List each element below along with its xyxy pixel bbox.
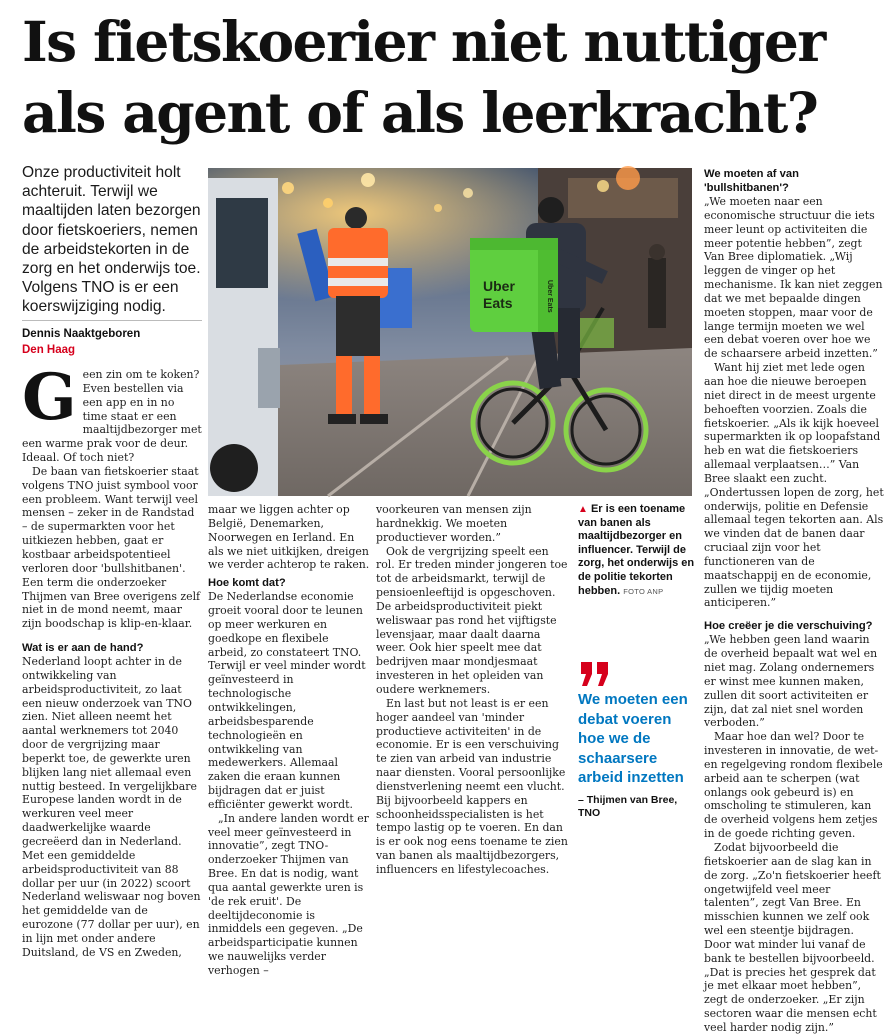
author-name: Dennis Naaktgeboren bbox=[22, 328, 141, 340]
headline-line-1: Is fietskoerier niet nuttiger bbox=[22, 9, 825, 74]
bag-side-logo: Uber Eats bbox=[546, 280, 553, 313]
paragraph: maar we liggen achter op België, Denemarken, Noorwegen en Ierland. En als we niet uitkijken, dreigen we verder achterop te raken. bbox=[208, 503, 370, 572]
paragraph: „We hebben geen land waarin de overheid bepaalt wat wel en niet mag. Zolang ondernemers er winst mee kunnen maken, zullen dit soort activiteiten er zijn, dat zal niet snel worden verboden.” bbox=[704, 633, 878, 730]
subheading: Wat is er aan de hand? bbox=[22, 642, 144, 655]
paragraph: De baan van fietskoerier staat volgens TNO juist symbool voor een probleem. Want terwijl veel mensen – zeker in de Randstad – de supermarkten voor het uitkiezen hebben, gaat er kostbaar arbeidspotentieel verloren door 'bullshitbanen'. Een term die onderzoeker Thijmen van Bree overigens zelf niet in de mond neemt, maar zijn boodschap is klip-en-klaar. bbox=[22, 464, 201, 631]
paragraph: „In andere landen wordt er veel meer geïnvesteerd in innovatie”, zegt TNO-onderzoeker Thijmen van Bree. En dat is nodig, want qua aantal gewerkte uren is 'de rek eruit'. De deeltijdeconomie is inmiddels een gegeven. „De arbeidsparticipatie kunnen we nauwelijks verder verhogen – bbox=[208, 811, 369, 977]
article-photo bbox=[208, 168, 692, 496]
quote-mark-icon bbox=[578, 656, 612, 690]
drop-cap: G bbox=[22, 360, 77, 435]
article-column-3 bbox=[376, 503, 569, 877]
caption-triangle-icon: ▲ bbox=[578, 504, 588, 515]
caption-text: Er is een toename van banen als maaltijdbezorger en influencer. Terwijl de zorg, het onderwijs en de politie tekorten hebben. bbox=[578, 503, 695, 597]
subheading: Hoe creëer je die verschuiving? bbox=[704, 620, 873, 633]
paragraph: Nederland loopt achter in de ontwikkeling van arbeidsproductiviteit, zo laat een nieuw onderzoek van TNO zien. Niet alleen neemt het aantal werknemers tot 2040 door de vergrijzing maar beperkt toe, de gewerkte uren blijken lang niet allemaal even nuttig besteed. In vergelijkbare Europese landen wordt in de werkuren veel meer daadwerkelijke waarde gecreëerd dan in Nederland. Met een gemiddelde arbeidsproductiviteit van 88 dollar per uur (in 2022) scoort Nederland weliswaar nog boven het gemiddelde van de eurozone (77 dollar per uur), en in lijn met onder andere Duitsland, de VS en Zweden, bbox=[22, 655, 201, 959]
paragraph: Ook de vergrijzing speelt een rol. Er treden minder jongeren toe tot de arbeidsmarkt, terwijl de pensioenleeftijd is opgeschoven. De arbeidsproductiviteit piekt weliswaar pas rond het vijftigste levensjaar, maar daalt daarna weer. Ook hier speelt mee dat bedrijven maar mondjesmaat investeren in het opleiden van oudere werknemers. bbox=[376, 544, 568, 696]
paragraph: Want hij ziet met lede ogen aan hoe die nieuwe beroepen niet direct in de meest urgente behoeften voorzien. Zoals die fietskoerier. „Als ik kijk hoeveel supermarkten ik op loopafstand heb en wat die fietskoeriers allemaal verplaatsen…” Van Bree slaakt een zucht. „Ondertussen lopen de zorg, het onderwijs, politie en Defensie allemaal tegen tekorten aan. Als we vinden dat de banen daar cruciaal zijn voor het functioneren van de maatschappij en de economie, zullen we tijdig moeten anticiperen.” bbox=[704, 361, 884, 610]
paragraph: En last but not least is er een hoger aandeel van 'minder productieve activiteiten' in de economie. Er is een verschuiving te zien van arbeid van industrie naar diensten. Vooral persoonlijke dienstverlening neemt een vlucht. Bij bijvoorbeeld kappers en schoonheidsspecialisten is het tempo lastig op te voeren. En dan is er ook nog eens toename te zien van banen als maaltijdbezorgers, influencers en lifestylecoaches. bbox=[376, 696, 568, 876]
photo-credit: FOTO ANP bbox=[623, 586, 664, 596]
article-column-4 bbox=[704, 167, 884, 1035]
paragraph: „We moeten naar een economische structuur die iets meer leunt op activiteiten die meer potentie hebben”, zegt Van Bree diplomatiek. „Wij leggen de vinger op het mechanisme. Ik kan niet zeggen dat we met bepaalde dingen moeten stoppen, maar voor de lange termijn moeten we wel een debat voeren over hoe we de schaarsere arbeid inzetten.” bbox=[704, 195, 883, 361]
paragraph: een zin om te koken? Even bestellen via een app en in no time staat er een maaltijdbezorger met een warme prak voor de deur. Ideaal. Of toch niet? bbox=[22, 368, 202, 465]
paragraph: De Nederlandse economie groeit vooral door te leunen op meer werkuren en goedkope en flexibele arbeid, zo constateert TNO. Terwijl er veel minder wordt geïnvesteerd in technologische ontwikkelingen, arbeidsbesparende technologieën en ontwikkeling van medewerkers. Allemaal zaken die eraan kunnen bijdragen dat er juist efficiënter gewerkt wordt. bbox=[208, 590, 366, 811]
headline bbox=[22, 6, 882, 148]
byline-divider bbox=[22, 320, 202, 321]
paragraph: voorkeuren van mensen zijn hardnekkig. We moeten productiever worden.” bbox=[376, 503, 532, 544]
bag-logo-line-1: Uber bbox=[483, 278, 515, 294]
bag-logo-line-2: Eats bbox=[483, 295, 513, 311]
article-column-1 bbox=[22, 360, 202, 960]
subheading: We moeten af van 'bullshitbanen'? bbox=[704, 168, 799, 194]
dateline-location: Den Haag bbox=[22, 344, 76, 356]
headline-line-2: als agent of als leerkracht? bbox=[22, 80, 818, 145]
pull-quote: We moeten een debat voeren hoe we de schaarsere arbeid inzetten bbox=[578, 691, 688, 786]
photo-caption bbox=[578, 503, 696, 598]
pull-quote-attribution: – Thijmen van Bree, TNO bbox=[578, 794, 678, 819]
article-intro: Onze productiviteit holt achteruit. Terwijl we maaltijden laten bezorgen door fietskoeriers, nemen de arbeidstekorten in de zorg en het onderwijs toe. Volgens TNO is er een koerswijziging nodig. bbox=[22, 164, 201, 316]
subheading: Hoe komt dat? bbox=[208, 577, 286, 590]
paragraph: Maar hoe dan wel? Door te investeren in innovatie, de wet- en regelgeving rondom flexibele arbeid aan te scherpen (wat onlangs ook gebeurd is) en omscholing te stimuleren, kan de overheid volgens hem zetjes in de goede richting geven. bbox=[704, 730, 883, 841]
article-column-2 bbox=[208, 503, 370, 978]
paragraph: Zodat bijvoorbeeld die fietskoerier aan de slag kan in de zorg. „Zo'n fietskoerier heeft ongetwijfeld veel meer talenten”, zegt Van Bree. En misschien kunnen we zelf ook wel een steentje bijdragen. Door wat minder lui vanaf de bank te bestellen bijvoorbeeld. „Dat is precies het gesprek dat je met elkaar moet hebben”, zegt de onderzoeker. „Er zijn sectoren waar die mensen echt veel harder nodig zijn.” bbox=[704, 840, 881, 1034]
photo-delivery-courier bbox=[208, 168, 692, 496]
